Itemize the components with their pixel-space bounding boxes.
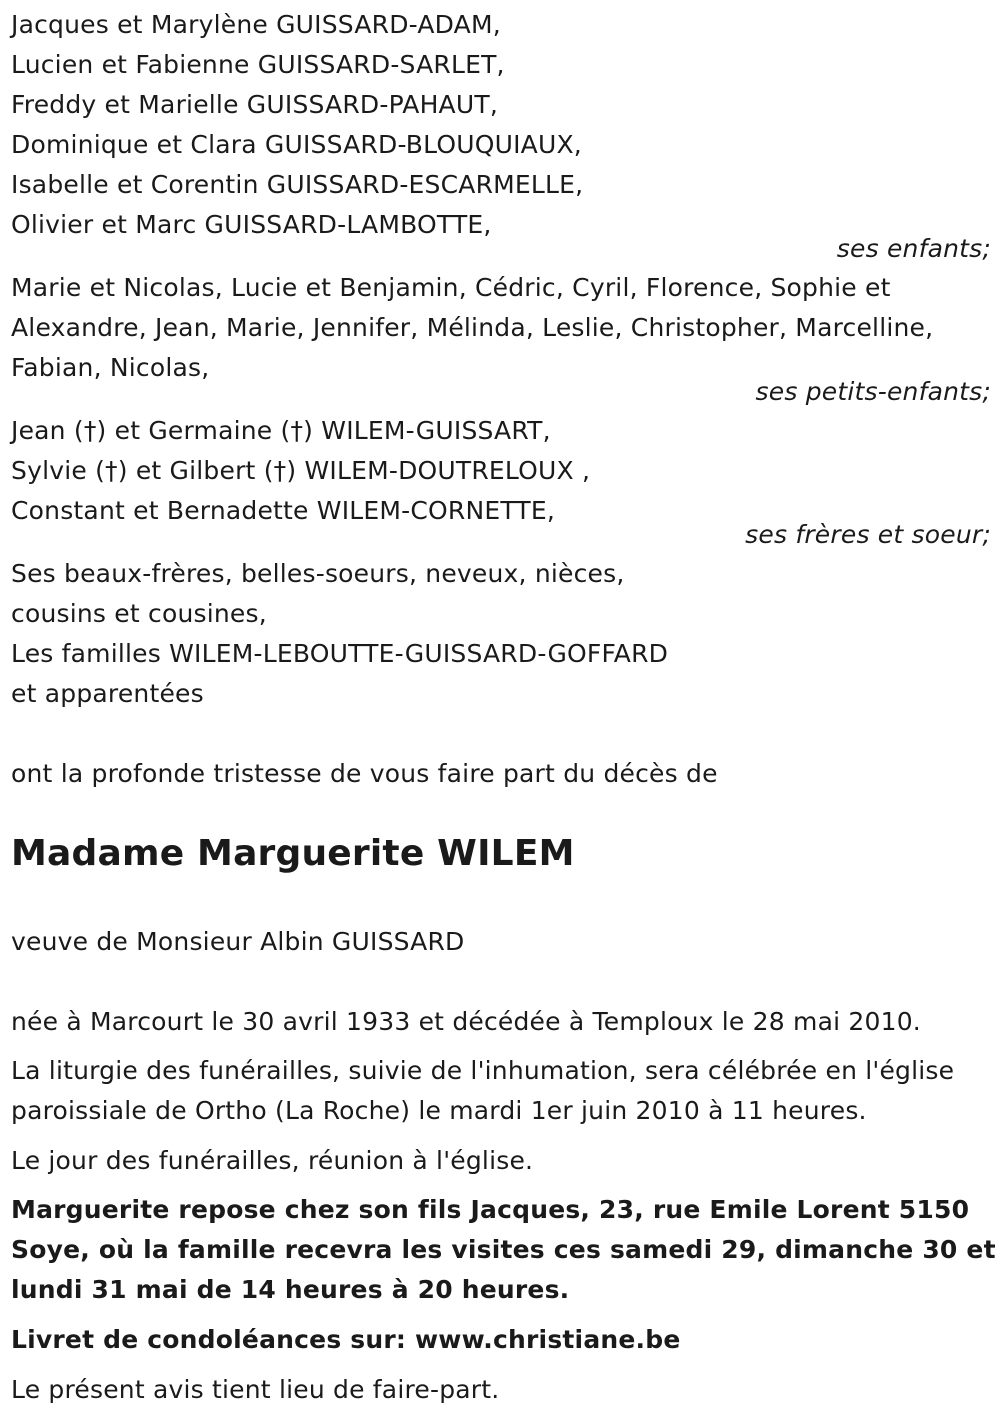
children-role: ses enfants; (836, 234, 991, 263)
visits-line: Marguerite repose chez son fils Jacques, 23, rue Emile Lorent 5150 (11, 1195, 970, 1224)
closing-text: Le présent avis tient lieu de faire-part. (11, 1375, 500, 1404)
meeting-text: Le jour des funérailles, réunion à l'église. (11, 1146, 534, 1175)
liturgy-line: La liturgie des funérailles, suivie de l'inhumation, sera célébrée en l'église (11, 1056, 955, 1085)
announcement-text: ont la profonde tristesse de vous faire part du décès de (11, 759, 718, 788)
widow-of-text: veuve de Monsieur Albin GUISSARD (11, 927, 465, 956)
child-line: Jacques et Marylène GUISSARD-ADAM, (11, 10, 501, 39)
family-line: Ses beaux-frères, belles-soeurs, neveux, nièces, (11, 559, 625, 588)
birth-death-dates: née à Marcourt le 30 avril 1933 et décédée à Temploux le 28 mai 2010. (11, 1007, 921, 1036)
grandchildren-line: Fabian, Nicolas, (11, 353, 210, 382)
child-line: Olivier et Marc GUISSARD-LAMBOTTE, (11, 210, 492, 239)
condolences-text: Livret de condoléances sur: www.christiane.be (11, 1325, 681, 1354)
visits-line: lundi 31 mai de 14 heures à 20 heures. (11, 1275, 570, 1304)
child-line: Freddy et Marielle GUISSARD-PAHAUT, (11, 90, 498, 119)
sibling-line: Jean (†) et Germaine (†) WILEM-GUISSART, (11, 416, 551, 445)
siblings-role: ses frères et soeur; (745, 520, 991, 549)
family-line: et apparentées (11, 679, 204, 708)
deceased-name: Madame Marguerite WILEM (11, 833, 575, 874)
child-line: Isabelle et Corentin GUISSARD-ESCARMELLE, (11, 170, 584, 199)
sibling-line: Sylvie (†) et Gilbert (†) WILEM-DOUTRELOUX , (11, 456, 591, 485)
child-line: Lucien et Fabienne GUISSARD-SARLET, (11, 50, 505, 79)
sibling-line: Constant et Bernadette WILEM-CORNETTE, (11, 496, 556, 525)
family-line: Les familles WILEM-LEBOUTTE-GUISSARD-GOFFARD (11, 639, 669, 668)
grandchildren-line: Alexandre, Jean, Marie, Jennifer, Mélinda, Leslie, Christopher, Marcelline, (11, 313, 934, 342)
child-line: Dominique et Clara GUISSARD-BLOUQUIAUX, (11, 130, 582, 159)
liturgy-line: paroissiale de Ortho (La Roche) le mardi 1er juin 2010 à 11 heures. (11, 1096, 867, 1125)
grandchildren-role: ses petits-enfants; (755, 377, 991, 406)
visits-line: Soye, où la famille recevra les visites ces samedi 29, dimanche 30 et (11, 1235, 996, 1264)
family-line: cousins et cousines, (11, 599, 267, 628)
grandchildren-line: Marie et Nicolas, Lucie et Benjamin, Cédric, Cyril, Florence, Sophie et (11, 273, 891, 302)
